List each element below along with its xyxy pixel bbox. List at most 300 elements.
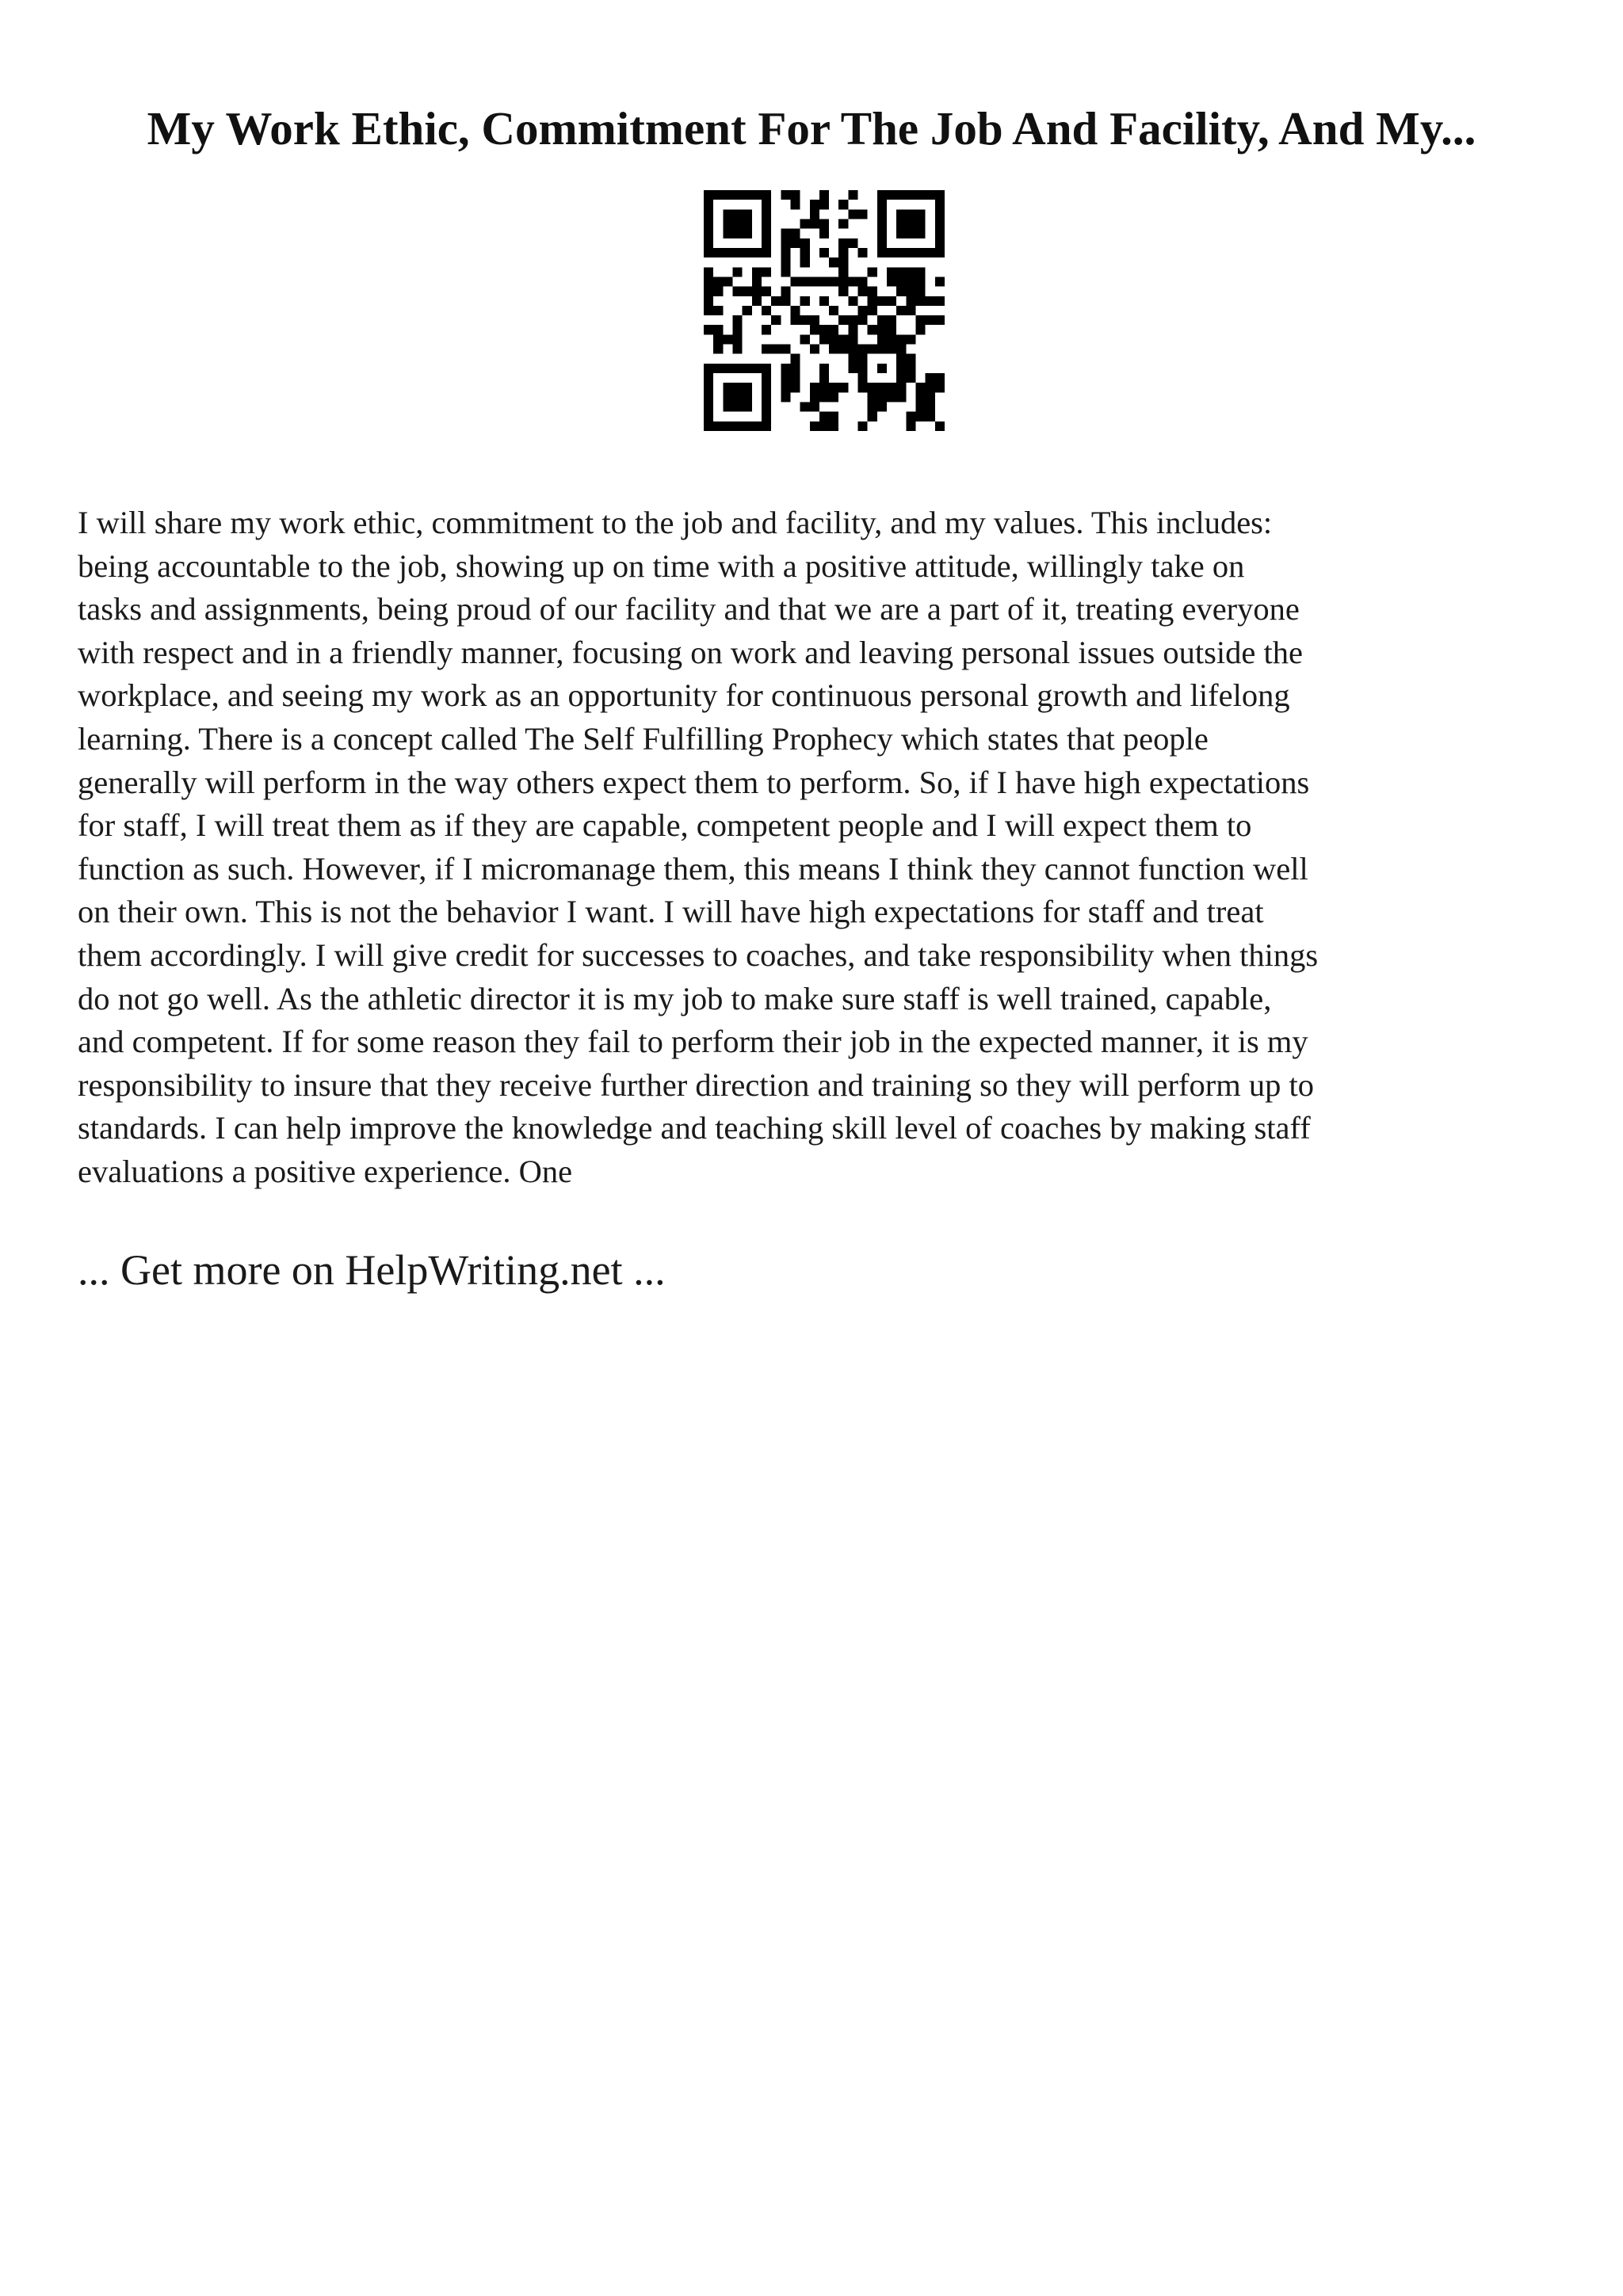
- qr-module: [896, 219, 906, 228]
- qr-module: [713, 421, 723, 431]
- qr-module: [935, 190, 945, 200]
- qr-module: [762, 402, 771, 412]
- qr-module: [877, 238, 887, 248]
- qr-module: [858, 345, 868, 354]
- qr-module: [800, 238, 810, 248]
- qr-module: [704, 219, 713, 228]
- qr-module: [868, 287, 877, 296]
- qr-module: [896, 354, 906, 364]
- qr-module: [896, 364, 906, 373]
- qr-module: [800, 334, 810, 344]
- qr-module: [935, 248, 945, 257]
- qr-module: [819, 219, 829, 228]
- qr-module: [916, 267, 926, 277]
- qr-module: [906, 209, 915, 219]
- qr-module: [829, 392, 838, 402]
- qr-module: [858, 364, 868, 373]
- body-line: them accordingly. I will give credit for successes to coaches, and take responsibility when things: [78, 936, 1319, 973]
- qr-module: [906, 412, 915, 421]
- qr-module: [896, 248, 906, 257]
- qr-module: [800, 315, 810, 325]
- qr-module: [838, 277, 848, 286]
- qr-module: [926, 315, 935, 325]
- qr-module: [906, 277, 915, 286]
- qr-module: [732, 402, 742, 412]
- qr-module: [771, 315, 781, 325]
- qr-module: [935, 209, 945, 219]
- qr-module: [713, 364, 723, 373]
- qr-module: [810, 392, 819, 402]
- qr-module: [732, 248, 742, 257]
- qr-module: [877, 315, 887, 325]
- qr-module: [704, 306, 713, 315]
- qr-module: [916, 248, 926, 257]
- qr-module: [819, 392, 829, 402]
- qr-module: [858, 373, 868, 383]
- qr-module: [896, 345, 906, 354]
- qr-module: [800, 257, 810, 267]
- qr-module: [877, 402, 887, 412]
- qr-module: [896, 334, 906, 344]
- qr-module: [723, 364, 732, 373]
- body-line: workplace, and seeing my work as an opportunity for continuous personal growth and lifelong: [78, 677, 1290, 714]
- qr-module: [704, 412, 713, 421]
- qr-module: [838, 345, 848, 354]
- qr-module: [781, 238, 790, 248]
- qr-module: [926, 296, 935, 306]
- qr-module: [732, 190, 742, 200]
- qr-module: [800, 402, 810, 412]
- qr-module: [819, 383, 829, 392]
- qr-module: [896, 383, 906, 392]
- body-line: evaluations a positive experience. One: [78, 1153, 573, 1189]
- qr-module: [732, 315, 742, 325]
- qr-module: [762, 267, 771, 277]
- qr-module: [916, 383, 926, 392]
- qr-module: [819, 277, 829, 286]
- body-line: learning. There is a concept called The Self Fulfilling Prophecy which states that people: [78, 720, 1209, 757]
- qr-module: [771, 345, 781, 354]
- qr-module: [704, 373, 713, 383]
- qr-module: [935, 421, 945, 431]
- qr-module: [838, 219, 848, 228]
- qr-module: [926, 248, 935, 257]
- qr-module: [887, 267, 896, 277]
- body-line: for staff, I will treat them as if they are capable, competent people and I will expect them to: [78, 807, 1252, 844]
- qr-module: [723, 334, 732, 344]
- qr-module: [819, 325, 829, 334]
- qr-module: [743, 219, 752, 228]
- qr-module: [810, 277, 819, 286]
- qr-module: [858, 306, 868, 315]
- qr-module: [916, 277, 926, 286]
- body-line: tasks and assignments, being proud of our facility and that we are a part of it, treating everyone: [78, 591, 1300, 627]
- qr-module: [704, 402, 713, 412]
- qr-module: [781, 248, 790, 257]
- qr-module: [926, 383, 935, 392]
- qr-module: [829, 412, 838, 421]
- qr-module: [781, 287, 790, 296]
- qr-module: [743, 306, 752, 315]
- qr-module: [713, 277, 723, 286]
- qr-module: [896, 392, 906, 402]
- qr-module: [790, 383, 800, 392]
- qr-module: [781, 267, 790, 277]
- qr-module: [781, 392, 790, 402]
- qr-module: [858, 209, 868, 219]
- qr-module: [906, 248, 915, 257]
- qr-module: [762, 412, 771, 421]
- qr-module: [732, 383, 742, 392]
- qr-module: [713, 248, 723, 257]
- qr-module: [916, 209, 926, 219]
- qr-module: [848, 238, 857, 248]
- qr-module: [848, 354, 857, 364]
- qr-module: [877, 229, 887, 238]
- qr-module: [896, 229, 906, 238]
- qr-module: [906, 296, 915, 306]
- qr-module: [762, 248, 771, 257]
- qr-module: [810, 209, 819, 219]
- qr-module: [781, 373, 790, 383]
- qr-module: [858, 421, 868, 431]
- qr-module: [762, 373, 771, 383]
- qr-module: [704, 248, 713, 257]
- qr-module: [877, 219, 887, 228]
- qr-module: [743, 383, 752, 392]
- qr-module: [752, 364, 762, 373]
- qr-module: [704, 392, 713, 402]
- qr-module: [916, 402, 926, 412]
- qr-module: [896, 373, 906, 383]
- qr-module: [935, 219, 945, 228]
- qr-module: [790, 200, 800, 209]
- qr-module: [896, 209, 906, 219]
- qr-module: [790, 229, 800, 238]
- qr-module: [887, 296, 896, 306]
- qr-module: [868, 383, 877, 392]
- qr-module: [906, 334, 915, 344]
- qr-module: [790, 373, 800, 383]
- qr-module: [848, 209, 857, 219]
- qr-module: [704, 296, 713, 306]
- body-line: function as such. However, if I micromanage them, this means I think they cannot function well: [78, 850, 1308, 887]
- qr-module: [848, 296, 857, 306]
- qr-module: [838, 287, 848, 296]
- qr-module: [752, 267, 762, 277]
- qr-module: [723, 190, 732, 200]
- qr-module: [935, 373, 945, 383]
- qr-module: [790, 354, 800, 364]
- qr-module: [829, 421, 838, 431]
- qr-module: [896, 267, 906, 277]
- qr-module: [887, 345, 896, 354]
- qr-module: [781, 383, 790, 392]
- qr-module: [790, 364, 800, 373]
- qr-module: [762, 229, 771, 238]
- qr-module: [906, 267, 915, 277]
- qr-module: [704, 287, 713, 296]
- qr-module: [790, 306, 800, 315]
- qr-module: [732, 287, 742, 296]
- qr-code-image: [704, 190, 945, 431]
- qr-module: [762, 421, 771, 431]
- qr-module: [838, 334, 848, 344]
- qr-module: [762, 287, 771, 296]
- qr-module: [887, 334, 896, 344]
- qr-module: [916, 219, 926, 228]
- qr-module: [838, 267, 848, 277]
- qr-module: [838, 248, 848, 257]
- qr-module: [877, 383, 887, 392]
- qr-module: [743, 421, 752, 431]
- qr-module: [877, 325, 887, 334]
- body-line: on their own. This is not the behavior I want. I will have high expectations for staff and treat: [78, 894, 1264, 930]
- qr-module: [810, 402, 819, 412]
- qr-module: [916, 315, 926, 325]
- qr-module: [829, 306, 838, 315]
- qr-module: [829, 383, 838, 392]
- qr-module: [752, 421, 762, 431]
- qr-module: [713, 345, 723, 354]
- qr-module: [790, 315, 800, 325]
- qr-module: [762, 364, 771, 373]
- qr-module: [781, 257, 790, 267]
- qr-module: [848, 334, 857, 344]
- qr-module: [704, 209, 713, 219]
- body-paragraph: [78, 502, 1552, 1194]
- qr-module: [877, 345, 887, 354]
- qr-module: [819, 229, 829, 238]
- qr-module: [704, 325, 713, 334]
- body-line: and competent. If for some reason they fail to perform their job in the expected manner, it is my: [78, 1024, 1308, 1060]
- qr-module: [877, 296, 887, 306]
- qr-module: [868, 267, 877, 277]
- body-line: with respect and in a friendly manner, focusing on work and leaving personal issues outside the: [78, 634, 1303, 670]
- qr-module: [790, 277, 800, 286]
- qr-module: [732, 334, 742, 344]
- qr-module: [704, 200, 713, 209]
- qr-module: [762, 325, 771, 334]
- qr-module: [762, 200, 771, 209]
- qr-module: [887, 325, 896, 334]
- qr-code: [704, 190, 945, 431]
- qr-module: [723, 277, 732, 286]
- qr-module: [858, 277, 868, 286]
- qr-module: [829, 334, 838, 344]
- qr-module: [810, 383, 819, 392]
- qr-module: [868, 345, 877, 354]
- qr-module: [800, 248, 810, 257]
- qr-module: [829, 345, 838, 354]
- body-line: generally will perform in the way others expect them to perform. So, if I have high expectations: [78, 764, 1310, 800]
- qr-module: [800, 296, 810, 306]
- qr-module: [732, 219, 742, 228]
- qr-module: [819, 421, 829, 431]
- qr-module: [906, 229, 915, 238]
- qr-module: [868, 412, 877, 421]
- qr-module: [704, 383, 713, 392]
- qr-module: [723, 248, 732, 257]
- qr-module: [926, 190, 935, 200]
- qr-module: [762, 392, 771, 402]
- qr-module: [713, 190, 723, 200]
- qr-module: [868, 392, 877, 402]
- qr-module: [926, 373, 935, 383]
- qr-module: [723, 421, 732, 431]
- qr-module: [868, 402, 877, 412]
- qr-module: [916, 392, 926, 402]
- qr-module: [868, 306, 877, 315]
- qr-module: [723, 402, 732, 412]
- qr-module: [906, 364, 915, 373]
- qr-module: [732, 209, 742, 219]
- qr-module: [704, 364, 713, 373]
- qr-module: [819, 190, 829, 200]
- qr-module: [732, 325, 742, 334]
- qr-module: [810, 421, 819, 431]
- qr-module: [906, 190, 915, 200]
- qr-module: [713, 306, 723, 315]
- qr-module: [819, 334, 829, 344]
- qr-module: [848, 345, 857, 354]
- qr-module: [868, 325, 877, 334]
- qr-module: [732, 364, 742, 373]
- qr-module: [723, 209, 732, 219]
- qr-module: [732, 392, 742, 402]
- qr-module: [887, 315, 896, 325]
- body-line: I will share my work ethic, commitment to the job and facility, and my values. This includes:: [78, 505, 1273, 540]
- qr-module: [732, 345, 742, 354]
- qr-module: [762, 238, 771, 248]
- qr-module: [926, 392, 935, 402]
- qr-module: [906, 287, 915, 296]
- qr-module: [723, 392, 732, 402]
- qr-module: [838, 383, 848, 392]
- qr-module: [887, 277, 896, 286]
- qr-module: [887, 383, 896, 392]
- qr-module: [916, 190, 926, 200]
- qr-module: [916, 296, 926, 306]
- qr-module: [877, 248, 887, 257]
- qr-module: [743, 190, 752, 200]
- qr-module: [829, 325, 838, 334]
- qr-module: [819, 412, 829, 421]
- qr-module: [704, 277, 713, 286]
- qr-module: [762, 219, 771, 228]
- qr-module: [762, 306, 771, 315]
- qr-module: [838, 257, 848, 267]
- qr-module: [819, 200, 829, 209]
- qr-module: [732, 229, 742, 238]
- qr-module: [848, 364, 857, 373]
- qr-module: [896, 287, 906, 296]
- qr-module: [935, 383, 945, 392]
- body-line: standards. I can help improve the knowledge and teaching skill level of coaches by making staff: [78, 1110, 1311, 1146]
- qr-module: [819, 296, 829, 306]
- get-more-link[interactable]: ... Get more on HelpWriting.net ...: [78, 1246, 666, 1294]
- qr-module: [858, 315, 868, 325]
- qr-module: [713, 334, 723, 344]
- qr-module: [848, 277, 857, 286]
- qr-module: [848, 325, 857, 334]
- qr-module: [810, 219, 819, 228]
- qr-module: [819, 248, 829, 257]
- qr-module: [810, 200, 819, 209]
- qr-module: [935, 238, 945, 248]
- qr-module: [743, 209, 752, 219]
- qr-module: [935, 200, 945, 209]
- qr-module: [935, 315, 945, 325]
- qr-module: [743, 287, 752, 296]
- qr-module: [926, 402, 935, 412]
- qr-module: [810, 325, 819, 334]
- qr-module: [887, 190, 896, 200]
- qr-module: [935, 296, 945, 306]
- qr-module: [771, 296, 781, 306]
- qr-module: [752, 248, 762, 257]
- qr-module: [896, 277, 906, 286]
- qr-module: [916, 325, 926, 334]
- qr-module: [906, 421, 915, 431]
- qr-module: [752, 296, 762, 306]
- qr-module: [838, 200, 848, 209]
- qr-module: [887, 392, 896, 402]
- qr-module: [868, 296, 877, 306]
- qr-module: [752, 287, 762, 296]
- qr-module: [858, 383, 868, 392]
- qr-module: [829, 277, 838, 286]
- qr-module: [829, 257, 838, 267]
- qr-module: [926, 412, 935, 421]
- qr-module: [906, 373, 915, 383]
- qr-module: [838, 238, 848, 248]
- qr-module: [848, 190, 857, 200]
- qr-module: [713, 325, 723, 334]
- qr-module: [877, 190, 887, 200]
- qr-module: [877, 334, 887, 344]
- qr-module: [810, 315, 819, 325]
- qr-module: [906, 219, 915, 228]
- qr-module: [781, 190, 790, 200]
- qr-module: [935, 229, 945, 238]
- qr-module: [781, 229, 790, 238]
- qr-module: [781, 345, 790, 354]
- qr-module: [762, 190, 771, 200]
- qr-module: [848, 315, 857, 325]
- qr-module: [752, 190, 762, 200]
- qr-module: [752, 277, 762, 286]
- body-line: do not go well. As the athletic director it is my job to make sure staff is well trained, capable,: [78, 980, 1272, 1016]
- qr-module: [704, 421, 713, 431]
- qr-module: [790, 238, 800, 248]
- qr-module: [858, 248, 868, 257]
- qr-module: [906, 354, 915, 364]
- qr-module: [916, 229, 926, 238]
- qr-module: [743, 248, 752, 257]
- qr-module: [723, 383, 732, 392]
- document-title: My Work Ethic, Commitment For The Job And Facility, And My...: [147, 102, 1476, 154]
- qr-module: [896, 306, 906, 315]
- qr-module: [743, 402, 752, 412]
- body-line: being accountable to the job, showing up on time with a positive attitude, willingly take on: [78, 547, 1245, 584]
- qr-module: [877, 392, 887, 402]
- qr-module: [896, 190, 906, 200]
- qr-module: [935, 277, 945, 286]
- qr-module: [713, 287, 723, 296]
- qr-module: [800, 219, 810, 228]
- qr-module: [704, 190, 713, 200]
